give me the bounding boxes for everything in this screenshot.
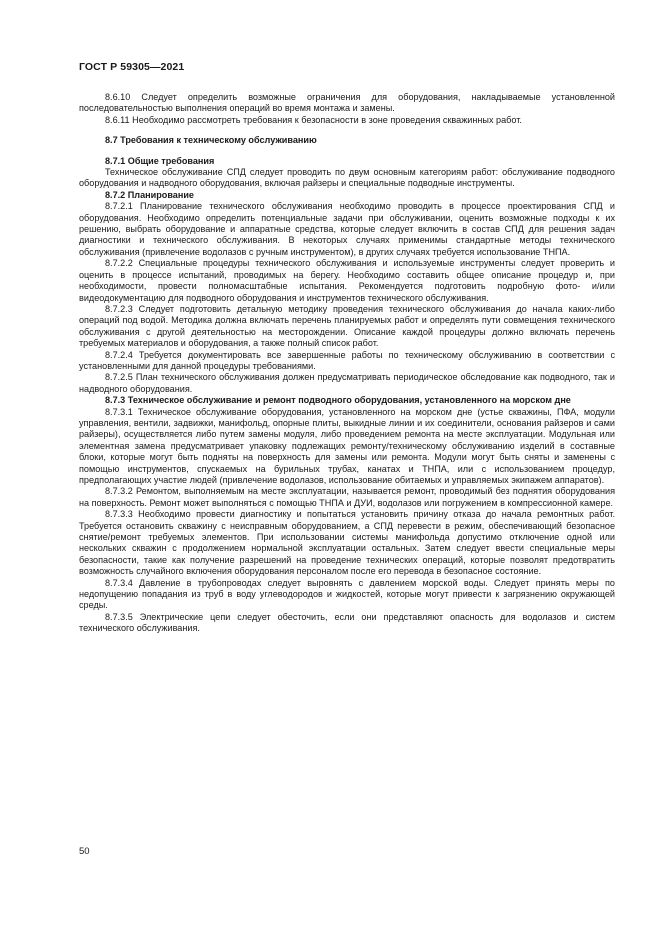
paragraph-8-7-2-3: 8.7.2.3 Следует подготовить детальную методику проведения технического обслуживания до начала каких-либо операций под водой. Методика должна включать перечень планируемых работ и определять пути совмещения технического обслуживания с другой деятельностью на месторождении. Описание каждой процедуры должно включать перечень требуемых материалов и оборудования, а также полный список работ. — [79, 303, 615, 349]
subsection-heading-8-7-1: 8.7.1 Общие требования — [105, 155, 215, 166]
paragraph-8-7-2-4: 8.7.2.4 Требуется документировать все завершенные работы по техническому обслуживанию в соответствии с установленными для данной процедуры требованиями. — [79, 349, 615, 371]
paragraph-8-7-2-1: 8.7.2.1 Планирование технического обслуживания необходимо проводить в процессе проектирования СПД и оборудования. Необходимо определить потенциальные задачи при обслуживании, оценить возможные подходы к их решению, выбрать оборудование и аппаратные средства, которые следует включить в состав СПД для решения задач диагностики и технического обслуживания. В некоторых случаях применимы стандартные методы технического обслуживания (привлечение водолазов с ручным инструментом), в других случаях требуется использование ТНПА. — [79, 201, 615, 257]
section-heading-8-7: 8.7 Требования к техническому обслуживанию — [105, 135, 317, 146]
paragraph-8-7-2-5: 8.7.2.5 План технического обслуживания должен предусматривать периодическое обследование как подводного, так и надводного оборудования. — [79, 372, 615, 394]
paragraph-8-7-2-2: 8.7.2.2 Специальные процедуры технического обслуживания и используемые инструменты следует проверить и оценить в процессе испытаний, проводимых на берегу. Необходимо составить общее описание процедур и, при необходимости, провести полномасштабные испытания. Рекомендуется подготовить подробную фото- и/или видеодокументацию для подводного оборудования и инструментов технического обслуживания. — [79, 258, 615, 303]
document-body — [79, 92, 615, 635]
paragraph-8-6-11: 8.6.11 Необходимо рассмотреть требования к безопасности в зоне проведения скважинных работ. — [105, 114, 522, 125]
paragraph-8-7-3-3: 8.7.3.3 Необходимо провести диагностику и попытаться установить причину отказа до начала ремонтных работ. Требуется остановить скважину с неисправным оборудованием, а СПД перевести в режим, обеспечивающий безопасное снятие/ремонт требуемых элементов. При использовании системы манифольда допустимо отключение одной или нескольких скважин с продолжением нормальной эксплуатации остальных. Затем следует ввести специальные меры безопасности, такие как получение разрешений на проведение технических операций, которые позволят предотвратить возможность случайного включения оборудования персоналом после его перевода в безопасное состояние. — [79, 509, 615, 577]
paragraph-8-7-3-2: 8.7.3.2 Ремонтом, выполняемым на месте эксплуатации, называется ремонт, проводимый без поднятия оборудования на поверхность. Ремонт может выполняться с помощью ТНПА и ДУИ, водолазов или погружением в компрессионной камере. — [79, 486, 615, 508]
paragraph-8-6-10: 8.6.10 Следует определить возможные ограничения для оборудования, накладываемые установленной последовательностью выполнения операций во время монтажа и замены. — [79, 92, 615, 114]
page-number: 50 — [79, 846, 90, 857]
paragraph-8-7-1: Техническое обслуживание СПД следует проводить по двум основным категориям работ: обслуживание подводного оборудования и надводного оборудования, включая райзеры и специальные подводные инструменты. — [79, 167, 615, 189]
standard-code-header: ГОСТ Р 59305—2021 — [79, 61, 185, 73]
paragraph-8-7-3-4: 8.7.3.4 Давление в трубопроводах следует выровнять с давлением морской воды. Следует принять меры по недопущению попадания из труб в воду углеводородов и жидкостей, которые могут привести к загрязнению окружающей среды. — [79, 577, 615, 611]
paragraph-8-7-3-5: 8.7.3.5 Электрические цепи следует обесточить, если они представляют опасность для водолазов и систем технического обслуживания. — [79, 611, 615, 634]
subsection-heading-8-7-2: 8.7.2 Планирование — [105, 189, 194, 200]
paragraph-8-7-3-1: 8.7.3.1 Техническое обслуживание оборудования, установленного на морском дне (устье скважины, ПФА, модули управления, вентили, задвижки, манифольд, опорные плиты, выкидные линии и их соединители, основания райзеров и сами райзеры), осуществляется либо путем замены модуля, либо проведением ремонта на месте эксплуатации. Модульная или элементная замена предусматривает упаковку подлежащих ремонту/техническому обслуживанию изделий в составные блоки, которые могут быть подняты на поверхность для замены или ремонта. Модули могут быть сняты и заменены с помощью инструментов, спускаемых на бурильных трубах, канатах и ТНПА, или с использованием процедур, предполагающих участие людей (привлечение водолазов, использование обитаемых и управляемых экипажем аппаратов). — [79, 406, 615, 485]
subsection-heading-8-7-3: 8.7.3 Техническое обслуживание и ремонт подводного оборудования, установленного на морском дне — [105, 395, 571, 406]
